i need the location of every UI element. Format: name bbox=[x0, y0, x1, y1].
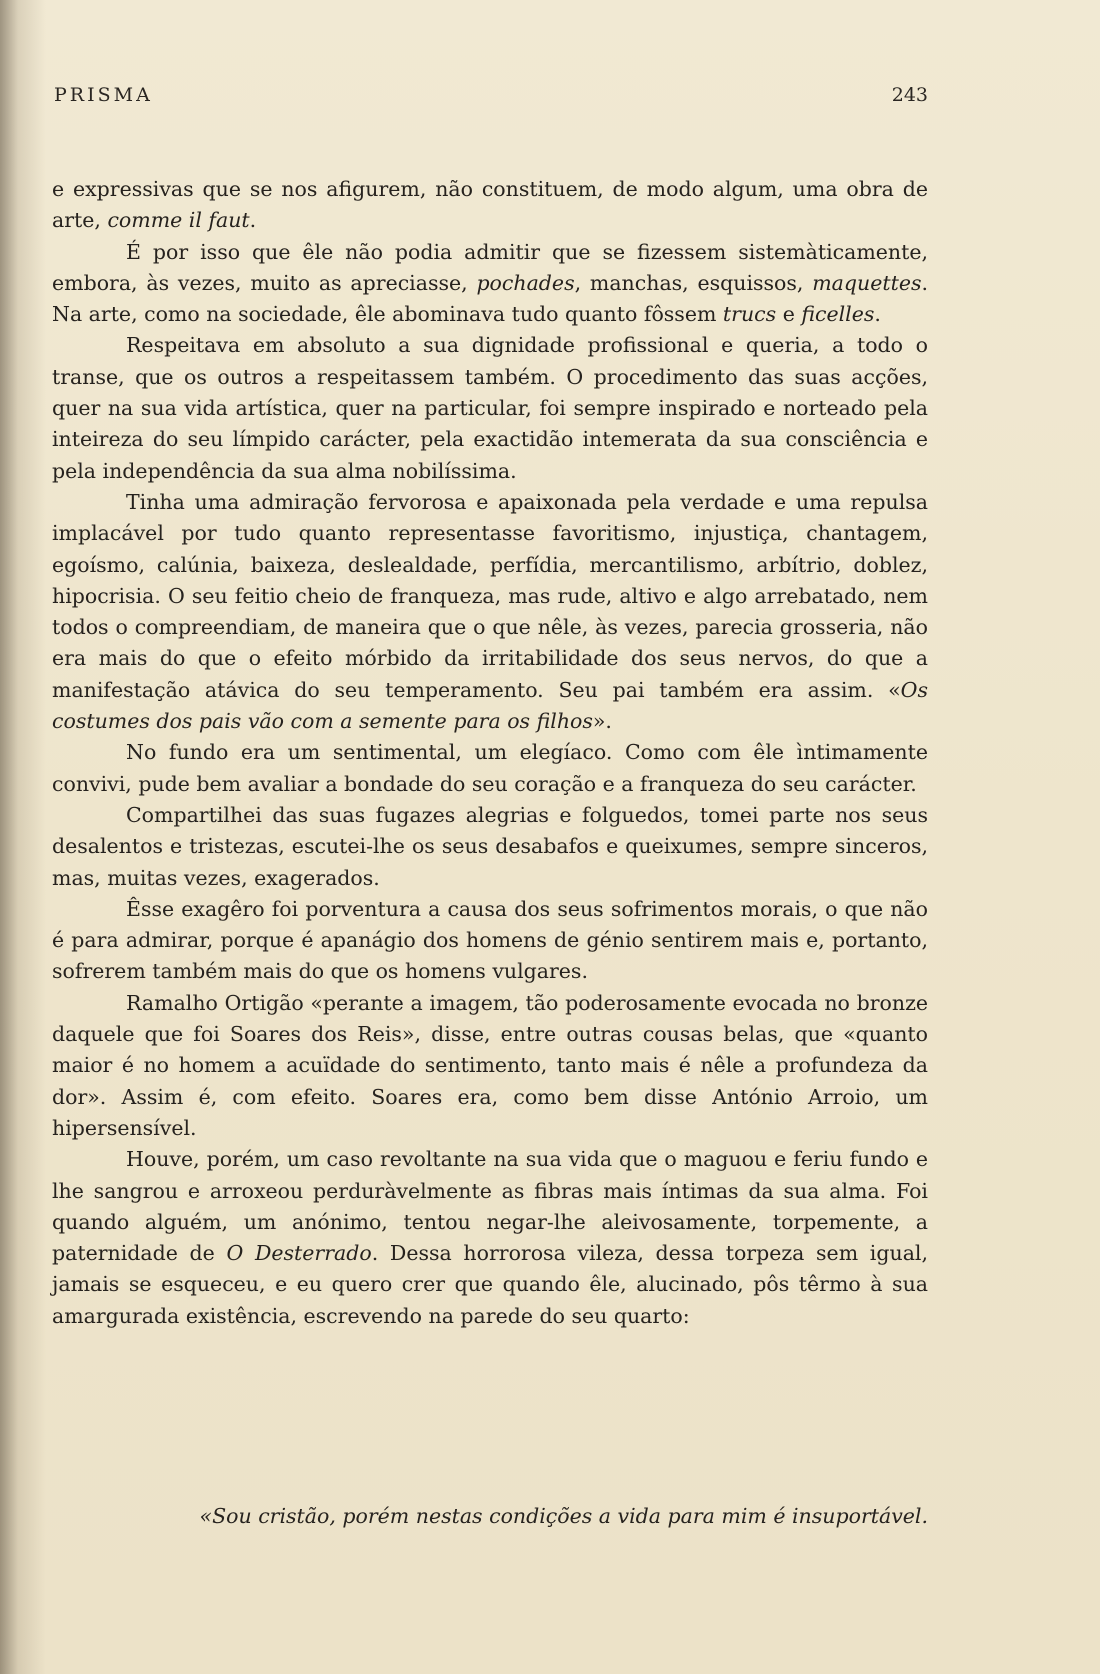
text-segment: . Na arte, como na sociedade, êle abominava tudo quanto fôssem bbox=[52, 270, 928, 327]
paragraph bbox=[52, 330, 928, 486]
text-segment: . bbox=[874, 302, 881, 327]
paragraph bbox=[52, 174, 928, 237]
italic-text: Os costumes dos pais vão com a semente para os filhos bbox=[52, 677, 928, 734]
paragraph bbox=[52, 894, 928, 988]
body-text bbox=[52, 174, 928, 1332]
paragraph bbox=[52, 1144, 928, 1332]
page-header bbox=[54, 84, 928, 114]
page-number: 243 bbox=[891, 84, 928, 106]
text-segment: e expressivas que se nos afigurem, não constituem, de modo algum, uma obra de arte, bbox=[52, 177, 928, 233]
text-segment: Compartilhei das suas fugazes alegrias e folguedos, tomei parte nos seus desalentos e tristezas, escutei-lhe os seus desabafos e queixumes, sempre sinceros, mas, muitas vezes, exagerados. bbox=[52, 802, 928, 890]
text-segment: . bbox=[249, 208, 257, 233]
italic-text: ficelles bbox=[801, 302, 875, 327]
text-segment: . Dessa horrorosa vileza, dessa torpeza sem igual, jamais se esqueceu, e eu quero crer que quando êle, alucinado, pôs têrmo à sua amargurada existência, escrevendo na parede do seu quarto: bbox=[52, 1241, 928, 1328]
running-title: PRISMA bbox=[54, 84, 153, 106]
italic-text: comme il faut bbox=[107, 208, 250, 233]
text-segment: Êsse exagêro foi porventura a causa dos seus sofrimentos morais, o que não é para admirar, porque é apanágio dos homens de génio sentirem mais e, portanto, sofrerem também mais do que os homens vulgares. bbox=[52, 896, 928, 984]
paragraph bbox=[52, 237, 928, 331]
text-segment: Tinha uma admiração fervorosa e apaixonada pela verdade e uma repulsa implacável por tudo quanto representasse favoritismo, injustiça, chantagem, egoísmo, calúnia, baixeza, deslealdade, perfídia, mercantilismo, arbítrio, doblez, hipocrisia. O seu feitio cheio de franqueza, mas rude, altivo e algo arrebatado, nem todos o compreendiam, de maneira que o que nêle, às vezes, parecia grosseria, não era mais do que o efeito mórbido da irritabilidade dos seus nervos, do que a manifestação atávica do seu temperamento. Seu pai também era assim. « bbox=[52, 489, 928, 702]
paragraph bbox=[52, 988, 928, 1144]
italic-text: maquettes bbox=[812, 270, 922, 295]
italic-text: trucs bbox=[722, 302, 777, 327]
italic-text: pochades bbox=[476, 270, 575, 295]
text-segment: Houve, porém, um caso revoltante na sua vida que o maguou e feriu fundo e lhe sangrou e arroxeou perduràvelmente as fibras mais íntimas da sua alma. Foi quando alguém, um anónimo, tentou negar-lhe aleivosamente, torpemente, a paternidade de bbox=[52, 1147, 928, 1266]
text-segment: , manchas, esquissos, bbox=[574, 270, 813, 295]
quoted-inscription: «Sou cristão, porém nestas condições a vida para mim é insuportável. bbox=[199, 1504, 928, 1528]
text-segment: e bbox=[776, 302, 802, 327]
text-segment: No fundo era um sentimental, um elegíaco. Como com êle ìntimamente convivi, pude bem avaliar a bondade do seu coração e a franqueza do seu carácter. bbox=[52, 740, 928, 796]
text-segment: É por isso que êle não podia admitir que se fizessem sistemàticamente, embora, às vezes, muito as apreciasse, bbox=[52, 239, 928, 295]
text-segment: Ramalho Ortigão «perante a imagem, tão poderosamente evocada no bronze daquele que foi Soares dos Reis», disse, entre outras cousas belas, que «quanto maior é no homem a acuïdade do sentimento, tanto mais é nêle a profundeza da dor». Assim é, com efeito. Soares era, como bem disse António Arroio, um hipersensível. bbox=[52, 990, 928, 1140]
text-segment: ». bbox=[592, 709, 612, 734]
text-segment: Respeitava em absoluto a sua dignidade profissional e queria, a todo o transe, que os outros a respeitassem também. O procedimento das suas acções, quer na sua vida artística, quer na particular, foi sempre inspirado e norteado pela inteireza do seu límpido carácter, pela exactidão intemerata da sua consciência e pela independência da sua alma nobilíssima. bbox=[52, 333, 928, 483]
paragraph bbox=[52, 800, 928, 894]
paragraph bbox=[52, 737, 928, 800]
paragraph bbox=[52, 487, 928, 737]
italic-text: O Desterrado bbox=[226, 1241, 372, 1266]
